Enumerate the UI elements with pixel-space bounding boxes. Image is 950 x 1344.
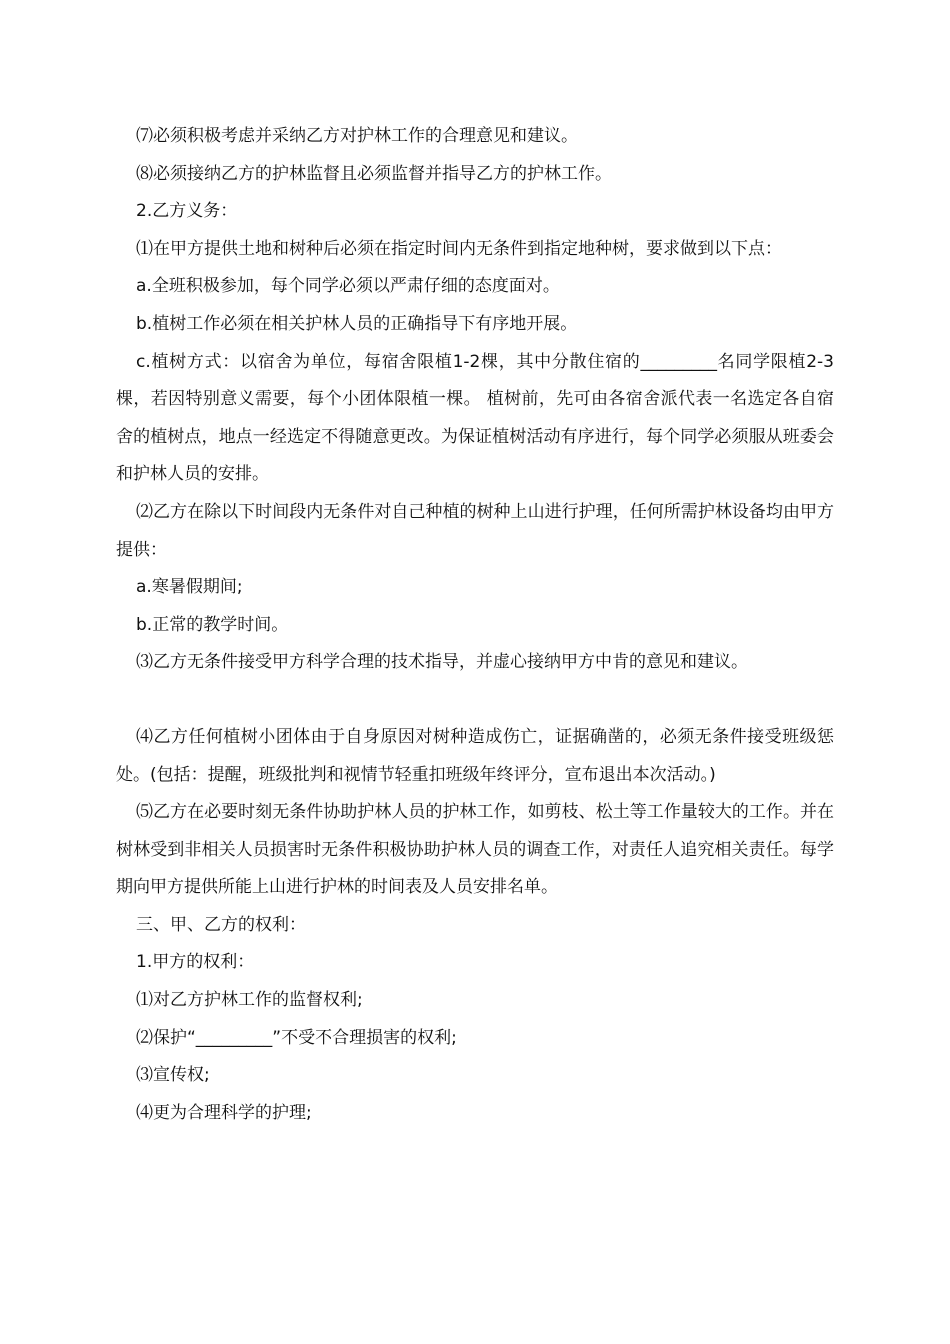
paragraph-duty-a-8: ⑻必须接纳乙方的护林监督且必须监督并指导乙方的护林工作。 — [136, 163, 612, 184]
list-item-c: c.植树方式：以宿舍为单位，每宿舍限植1-2棵，其中分散住宿的_________名同学限植2-3棵，若因特别意义需要，每个小团体限植一棵。 植树前，先可由各宿舍派代表一名选定各自宿舍的植树点，地点一经选定不得随意更改。为保证植树活动有序进行，每个同学必须服从班委会和护林人员的安排。 — [116, 351, 834, 485]
paragraph-right-a-1: ⑴对乙方护林工作的监督权利; — [136, 990, 363, 1011]
heading-rights: 三、甲、乙方的权利： — [136, 914, 306, 935]
paragraph-right-a-3: ⑶宣传权; — [136, 1065, 210, 1086]
document-body — [116, 118, 834, 1132]
paragraph-duty-b-4: ⑷乙方任何植树小团体由于自身原因对树种造成伤亡，证据确凿的，必须无条件接受班级惩处。(包括：提醒，班级批判和视情节轻重扣班级年终评分，宣布退出本次活动。) — [116, 726, 834, 785]
list-item-a: a.寒暑假期间; — [136, 577, 243, 598]
paragraph-duty-b-3: ⑶乙方无条件接受甲方科学合理的技术指导，并虚心接纳甲方中肯的意见和建议。 — [136, 652, 748, 673]
paragraph-duty-b-1: ⑴在甲方提供土地和树种后必须在指定时间内无条件到指定地种树，要求做到以下点： — [136, 238, 782, 259]
paragraph-duty-b-5: ⑸乙方在必要时刻无条件协助护林人员的护林工作，如剪枝、松土等工作量较大的工作。并在树林受到非相关人员损害时无条件积极协助护林人员的调查工作，对责任人追究相关责任。每学期向甲方提供所能上山进行护林的时间表及人员安排名单。 — [116, 802, 834, 898]
list-item-b: b.植树工作必须在相关护林人员的正确指导下有序地开展。 — [136, 313, 578, 334]
heading-party-a-rights: 1.甲方的权利： — [136, 952, 255, 973]
paragraph-right-a-4: ⑷更为合理科学的护理; — [136, 1102, 312, 1123]
paragraph-duty-b-2: ⑵乙方在除以下时间段内无条件对自己种植的树种上山进行护理，任何所需护林设备均由甲方提供： — [116, 501, 834, 560]
heading-party-b-duties: 2.乙方义务： — [136, 201, 238, 222]
paragraph-duty-a-7: ⑺必须积极考虑并采纳乙方对护林工作的合理意见和建议。 — [136, 126, 578, 146]
paragraph-right-a-2: ⑵保护“_________”不受不合理损害的权利; — [136, 1027, 457, 1048]
list-item-a: a.全班积极参加，每个同学必须以严肃仔细的态度面对。 — [136, 276, 560, 297]
list-item-b: b.正常的教学时间。 — [136, 614, 289, 635]
